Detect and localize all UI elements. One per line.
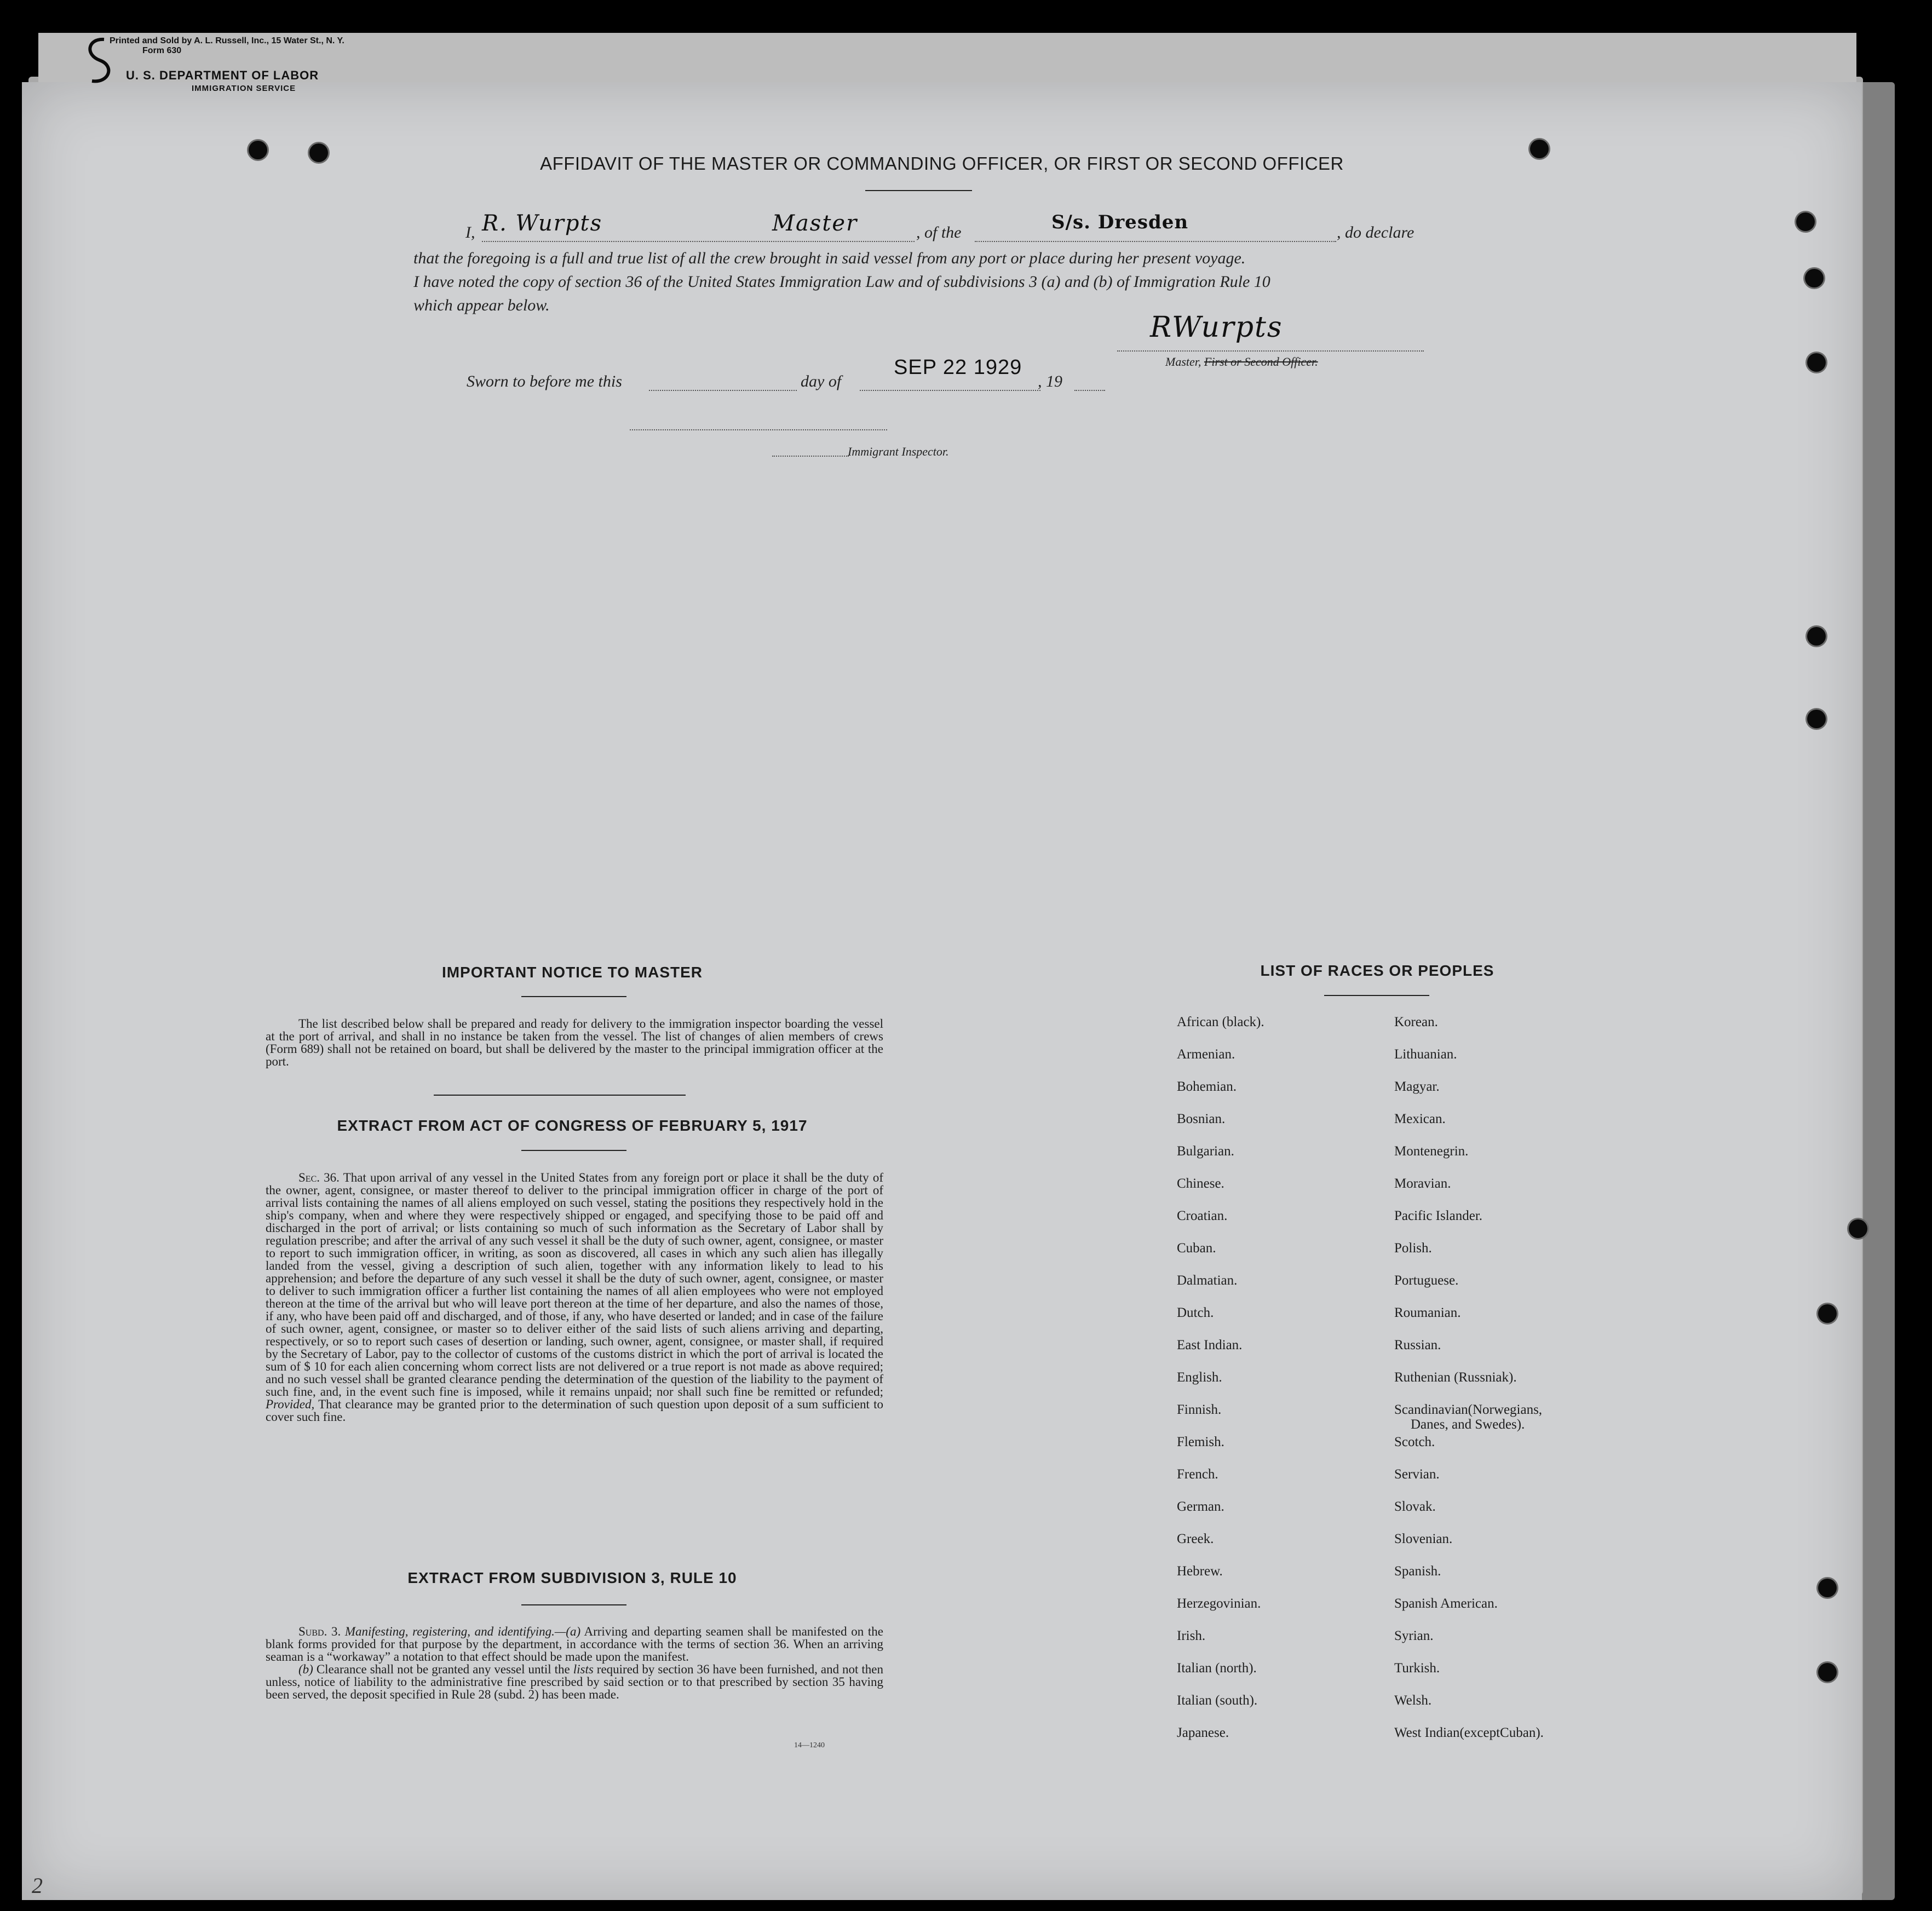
notice-paragraph: The list described below shall be prepared and ready for delivery to the immigration inspector boarding the vessel at the port of arrival, and shall in no instance be taken from the vessel. The list of changes of alien members of crews (Form 689) shall not be retained on board, but shall be delivered by the master to the principal immigration officer at the port. [266,1017,883,1068]
punch-hole-icon [1818,1579,1837,1597]
race-item: Irish. [1177,1628,1206,1643]
provided-label: Provided, [266,1397,315,1411]
subd-a-paragraph [266,1625,883,1663]
act-heading: EXTRACT FROM ACT OF CONGRESS OF FEBRUARY 5, 1917 [337,1117,808,1134]
sec-36-label: Sec. 36. [298,1171,340,1184]
punch-hole-icon [309,143,328,162]
punch-hole-icon [1818,1304,1837,1323]
race-item: Herzegovinian. [1177,1596,1261,1611]
print-code: 14—1240 [794,1741,825,1749]
punch-hole-icon [1805,269,1824,287]
races-rule [1324,995,1429,996]
signature-caption [1165,355,1318,369]
race-item: Greek. [1177,1532,1214,1546]
race-item: Portuguese. [1394,1273,1459,1288]
subd-title: Manifesting, registering, and identifying.—(a) [344,1625,581,1638]
declarant-prefix: I, [465,223,475,241]
race-item: East Indian. [1177,1338,1243,1352]
subd-b-text-1: Clearance shall not be granted any vessel until the [316,1662,570,1676]
race-item: Moravian. [1394,1176,1451,1191]
races-heading: LIST OF RACES OR PEOPLES [1260,962,1494,979]
race-item: Bohemian. [1177,1079,1237,1094]
inspector-caption: Immigrant Inspector. [848,445,949,458]
race-item: Mexican. [1394,1112,1446,1126]
month-field-line [860,390,1040,391]
race-item: Magyar. [1394,1079,1440,1094]
year-prefix: , 19 [1038,372,1062,390]
race-item: Italian (north). [1177,1661,1257,1676]
races-column-2 [1394,1015,1544,1758]
caption-officer-struck: First or Second Officer. [1204,355,1318,369]
master-name-handwritten: R. Wurpts [482,211,603,236]
race-item: Servian. [1394,1467,1440,1482]
race-item: Lithuanian. [1394,1047,1457,1062]
signature-line [1117,350,1424,352]
race-item: Slovak. [1394,1499,1436,1514]
race-item: Scotch. [1394,1435,1435,1449]
race-item: Danes, and Swedes). [1411,1417,1525,1432]
inspector-caption-line [772,456,849,457]
punch-hole-icon [1530,140,1549,158]
service-name: IMMIGRATION SERVICE [192,84,296,93]
race-item: Syrian. [1394,1628,1434,1643]
subd-label: Subd. 3. [298,1625,341,1638]
race-item: Finnish. [1177,1402,1222,1417]
sec-36-text: That upon arrival of any vessel in the United States from any foreign port or place it shall be the duty of the owner, agent, consignee, or master thereof to deliver to the principal immigration officer in charge of the port of arrival lists containing the names of all aliens employed on such vessel, stating the positions they respectively hold in the ship's company, when and where they were respectively shipped or engaged, and specifying those to be paid off and discharged in the port of arrival; or lists containing so much of such information as the Secretary of Labor shall by regulation prescribe; and after the arrival of any such vessel it shall be the duty of such owner, agent, consignee, or master to report to such immigration officer, in writing, as soon as discovered, all cases in which any such alien has illegally landed from the vessel, giving a description of such alien, together with any information likely to lead to his apprehension; and before the departure of any such vessel it shall be the duty of such owner, agent, consignee, or master to deliver to such immigration officer a further list containing the names of all alien employees who were not employed thereon at the time of the arrival but who will leave port thereon at the time of her departure, and also the names of those, if any, who have been paid off and discharged, and of those, if any, who have deserted or landed; and in case of the failure of such owner, agent, consignee, or master so to deliver either of the said lists of such aliens arriving and departing, respectively, or so to report such cases of desertion or landing, such owner, agent, consignee, or master shall, if required by the Secretary of Labor, pay to the collector of customs of the customs district in which the port of arrival is located the sum of $ 10 for each alien concerning whom correct lists are not delivered or a true report is not made as above required; and no such vessel shall be granted clearance pending the determination of the question of the liability to the payment of such fine, and, in the event such fine is imposed, while it remains unpaid; nor shall such fine be remitted or refunded; [266,1171,883,1398]
affidavit-line-3: I have noted the copy of section 36 of the United States Immigration Law and of subdivisions 3 (a) and (b) of Immigration Rule 10 [413,273,1270,291]
race-item: Italian (south). [1177,1693,1258,1708]
rule10-text [266,1625,883,1701]
department-header [126,69,319,95]
sworn-prefix: Sworn to before me this [467,372,622,390]
race-item: Russian. [1394,1338,1441,1352]
races-column-1 [1177,1015,1264,1758]
day-field-line [649,390,797,391]
punch-hole-icon [1807,710,1826,728]
section-divider [434,1095,686,1096]
race-item: English. [1177,1370,1222,1385]
race-item: Roumanian. [1394,1305,1461,1320]
subd-b-paragraph [266,1663,883,1701]
race-item: African (black). [1177,1015,1264,1029]
vessel-field-line [975,241,1336,242]
rule10-heading: EXTRACT FROM SUBDIVISION 3, RULE 10 [407,1569,737,1586]
race-item: Bulgarian. [1177,1144,1234,1159]
race-item: Bosnian. [1177,1112,1226,1126]
caption-master: Master, [1165,355,1201,369]
subd-a-text: Arriving and departing seamen shall be manifested on the blank forms provided for that purpose by the department, in accordance with the terms of section 36. When an arriving seaman is a “workaway” a notation to that effect should be made upon the manifest. [266,1625,883,1664]
circled-s-mark [66,33,126,88]
do-declare-label: , do declare [1337,223,1415,241]
punch-hole-icon [1818,1663,1837,1682]
race-item: Hebrew. [1177,1564,1223,1579]
race-item: Slovenian. [1394,1532,1453,1546]
act-text [266,1171,883,1423]
race-item: Turkish. [1394,1661,1440,1676]
notice-rule [521,996,626,997]
rank-handwritten: Master [772,211,858,236]
notice-text [266,1017,883,1068]
master-signature: RWurpts [1150,311,1283,344]
race-item: Dutch. [1177,1305,1214,1320]
race-item: Chinese. [1177,1176,1224,1191]
race-item: German. [1177,1499,1224,1514]
name-field-line [482,241,915,242]
printer-imprint [110,36,344,56]
race-item: Japanese. [1177,1725,1229,1740]
act-rule [521,1150,626,1151]
vessel-name: S/s. Dresden [1051,211,1189,233]
title-rule [865,190,972,191]
affidavit-title: AFFIDAVIT OF THE MASTER OR COMMANDING OFFICER, OR FIRST OR SECOND OFFICER [540,153,1344,174]
notice-heading: IMPORTANT NOTICE TO MASTER [441,964,703,981]
race-item: Croatian. [1177,1208,1228,1223]
rule10-rule [521,1604,626,1605]
affidavit-line-2: that the foregoing is a full and true list of all the crew brought in said vessel from any port or place during her present voyage. [413,249,1246,267]
affidavit-line-4: which appear below. [413,296,550,314]
corner-mark: 2 [32,1873,43,1898]
race-item: Spanish American. [1394,1596,1498,1611]
race-item: Spanish. [1394,1564,1441,1579]
of-the-label: , of the [916,223,962,241]
department-name: U. S. DEPARTMENT OF LABOR [126,68,319,82]
inspector-signature-line [630,429,887,430]
race-item: Polish. [1394,1241,1432,1256]
race-item: Armenian. [1177,1047,1235,1062]
race-item: Ruthenian (Russniak). [1394,1370,1517,1385]
race-item: West Indian(exceptCuban). [1394,1725,1544,1740]
race-item: Scandinavian(Norwegians, [1394,1402,1543,1417]
race-item: Korean. [1394,1015,1438,1029]
day-of-label: day of [801,372,842,390]
race-item: Dalmatian. [1177,1273,1238,1288]
race-item: Pacific Islander. [1394,1208,1483,1223]
punch-hole-icon [1796,212,1815,231]
printer-imprint-text: Printed and Sold by A. L. Russell, Inc., 15 Water St., N. Y. [110,36,344,45]
race-item: Montenegrin. [1394,1144,1469,1159]
race-item: Flemish. [1177,1435,1224,1449]
race-item: Cuban. [1177,1241,1216,1256]
punch-hole-icon [1807,627,1826,646]
sec-36-paragraph [266,1171,883,1423]
date-stamp: SEP 22 1929 [894,356,1022,379]
sec-36-proviso: That clearance may be granted prior to the determination of such question upon deposit of a sum sufficient to cover such fine. [266,1397,883,1424]
year-field-line [1074,390,1105,391]
form-number: Form 630 [142,46,182,55]
punch-hole-icon [1849,1219,1867,1238]
subd-b-label: (b) [298,1662,313,1676]
subd-b-text-2: required by section 36 have been furnished, and not then unless, notice of liability to the administrative fine prescribed by said section or to that prescribed by section 35 having been served, the deposit specified in Rule 28 (subd. 2) has been made. [266,1662,884,1701]
punch-hole-icon [1807,353,1826,372]
lists-word: lists [573,1662,594,1676]
race-item: French. [1177,1467,1218,1482]
race-item: Welsh. [1394,1693,1432,1708]
punch-hole-icon [249,141,267,159]
